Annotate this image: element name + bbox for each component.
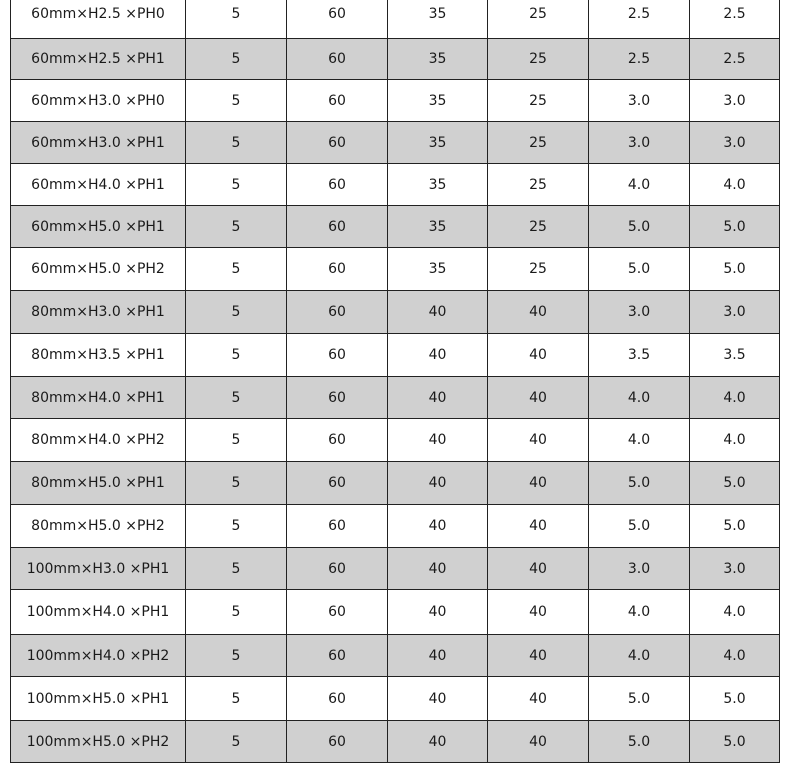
col-7-cell: 3.5 <box>690 334 780 377</box>
col-2-cell: 5 <box>186 590 287 635</box>
col-7-cell: 3.0 <box>690 291 780 334</box>
spec-table <box>10 0 780 763</box>
table-row <box>11 122 780 164</box>
spec-table-body <box>11 0 780 763</box>
col-5-cell: 40 <box>488 334 589 377</box>
col-2-cell: 5 <box>186 548 287 590</box>
col-5-cell: 25 <box>488 248 589 291</box>
col-6-cell: 4.0 <box>589 590 690 635</box>
col-6-cell: 3.5 <box>589 334 690 377</box>
col-7-cell: 3.0 <box>690 80 780 122</box>
col-3-cell: 60 <box>287 505 388 548</box>
col-5-cell: 40 <box>488 677 589 721</box>
table-row <box>11 334 780 377</box>
col-7-cell: 4.0 <box>690 635 780 677</box>
col-6-cell: 5.0 <box>589 505 690 548</box>
col-2-cell: 5 <box>186 419 287 462</box>
col-2-cell: 5 <box>186 377 287 419</box>
col-4-cell: 35 <box>388 39 488 80</box>
col-5-cell: 25 <box>488 39 589 80</box>
product-spec-cell: 100mm×H3.0 ×PH1 <box>11 548 186 590</box>
col-2-cell: 5 <box>186 80 287 122</box>
col-7-cell: 4.0 <box>690 164 780 206</box>
table-row <box>11 377 780 419</box>
table-row <box>11 0 780 39</box>
col-2-cell: 5 <box>186 635 287 677</box>
table-row <box>11 462 780 505</box>
col-4-cell: 35 <box>388 164 488 206</box>
col-7-cell: 4.0 <box>690 590 780 635</box>
table-row <box>11 590 780 635</box>
col-3-cell: 60 <box>287 462 388 505</box>
col-3-cell: 60 <box>287 80 388 122</box>
product-spec-cell: 100mm×H4.0 ×PH2 <box>11 635 186 677</box>
col-7-cell: 5.0 <box>690 677 780 721</box>
col-7-cell: 4.0 <box>690 419 780 462</box>
product-spec-cell: 100mm×H5.0 ×PH1 <box>11 677 186 721</box>
col-4-cell: 40 <box>388 505 488 548</box>
col-7-cell: 3.0 <box>690 548 780 590</box>
col-2-cell: 5 <box>186 164 287 206</box>
col-2-cell: 5 <box>186 291 287 334</box>
col-3-cell: 60 <box>287 590 388 635</box>
col-4-cell: 35 <box>388 0 488 39</box>
product-spec-cell: 80mm×H4.0 ×PH1 <box>11 377 186 419</box>
col-6-cell: 2.5 <box>589 0 690 39</box>
col-3-cell: 60 <box>287 334 388 377</box>
col-3-cell: 60 <box>287 377 388 419</box>
table-row <box>11 419 780 462</box>
col-5-cell: 40 <box>488 505 589 548</box>
table-row <box>11 505 780 548</box>
col-4-cell: 40 <box>388 334 488 377</box>
col-7-cell: 2.5 <box>690 39 780 80</box>
product-spec-cell: 100mm×H4.0 ×PH1 <box>11 590 186 635</box>
col-4-cell: 40 <box>388 377 488 419</box>
col-5-cell: 40 <box>488 721 589 763</box>
col-5-cell: 40 <box>488 377 589 419</box>
col-4-cell: 35 <box>388 122 488 164</box>
col-6-cell: 5.0 <box>589 721 690 763</box>
col-2-cell: 5 <box>186 122 287 164</box>
col-3-cell: 60 <box>287 419 388 462</box>
col-4-cell: 40 <box>388 462 488 505</box>
col-6-cell: 3.0 <box>589 122 690 164</box>
col-2-cell: 5 <box>186 248 287 291</box>
col-3-cell: 60 <box>287 206 388 248</box>
col-3-cell: 60 <box>287 721 388 763</box>
col-5-cell: 25 <box>488 164 589 206</box>
col-5-cell: 40 <box>488 548 589 590</box>
col-4-cell: 40 <box>388 291 488 334</box>
product-spec-cell: 80mm×H4.0 ×PH2 <box>11 419 186 462</box>
col-5-cell: 40 <box>488 590 589 635</box>
table-row <box>11 548 780 590</box>
col-5-cell: 40 <box>488 462 589 505</box>
table-row <box>11 721 780 763</box>
col-4-cell: 40 <box>388 677 488 721</box>
col-4-cell: 40 <box>388 635 488 677</box>
col-6-cell: 3.0 <box>589 80 690 122</box>
col-3-cell: 60 <box>287 0 388 39</box>
col-5-cell: 40 <box>488 291 589 334</box>
product-spec-cell: 60mm×H5.0 ×PH2 <box>11 248 186 291</box>
col-2-cell: 5 <box>186 462 287 505</box>
col-6-cell: 4.0 <box>589 377 690 419</box>
table-row <box>11 164 780 206</box>
col-3-cell: 60 <box>287 548 388 590</box>
col-3-cell: 60 <box>287 635 388 677</box>
col-3-cell: 60 <box>287 39 388 80</box>
col-4-cell: 35 <box>388 80 488 122</box>
col-6-cell: 2.5 <box>589 39 690 80</box>
col-5-cell: 25 <box>488 206 589 248</box>
table-row <box>11 206 780 248</box>
col-6-cell: 5.0 <box>589 248 690 291</box>
col-7-cell: 5.0 <box>690 206 780 248</box>
col-2-cell: 5 <box>186 677 287 721</box>
product-spec-cell: 60mm×H2.5 ×PH1 <box>11 39 186 80</box>
col-7-cell: 5.0 <box>690 462 780 505</box>
product-spec-cell: 80mm×H3.0 ×PH1 <box>11 291 186 334</box>
table-row <box>11 39 780 80</box>
product-spec-cell: 60mm×H5.0 ×PH1 <box>11 206 186 248</box>
col-6-cell: 4.0 <box>589 635 690 677</box>
col-2-cell: 5 <box>186 0 287 39</box>
table-row <box>11 635 780 677</box>
col-5-cell: 25 <box>488 122 589 164</box>
col-3-cell: 60 <box>287 291 388 334</box>
table-row <box>11 248 780 291</box>
col-4-cell: 40 <box>388 721 488 763</box>
col-6-cell: 5.0 <box>589 206 690 248</box>
col-2-cell: 5 <box>186 39 287 80</box>
product-spec-cell: 60mm×H2.5 ×PH0 <box>11 0 186 39</box>
table-row <box>11 677 780 721</box>
col-6-cell: 3.0 <box>589 548 690 590</box>
col-7-cell: 2.5 <box>690 0 780 39</box>
col-3-cell: 60 <box>287 248 388 291</box>
product-spec-cell: 80mm×H5.0 ×PH2 <box>11 505 186 548</box>
col-6-cell: 4.0 <box>589 164 690 206</box>
col-5-cell: 40 <box>488 635 589 677</box>
col-6-cell: 4.0 <box>589 419 690 462</box>
col-3-cell: 60 <box>287 677 388 721</box>
product-spec-cell: 80mm×H3.5 ×PH1 <box>11 334 186 377</box>
col-5-cell: 40 <box>488 419 589 462</box>
col-7-cell: 3.0 <box>690 122 780 164</box>
col-5-cell: 25 <box>488 0 589 39</box>
product-spec-cell: 80mm×H5.0 ×PH1 <box>11 462 186 505</box>
col-5-cell: 25 <box>488 80 589 122</box>
col-6-cell: 5.0 <box>589 462 690 505</box>
product-spec-cell: 60mm×H4.0 ×PH1 <box>11 164 186 206</box>
product-spec-cell: 60mm×H3.0 ×PH1 <box>11 122 186 164</box>
col-2-cell: 5 <box>186 206 287 248</box>
col-4-cell: 35 <box>388 248 488 291</box>
col-7-cell: 5.0 <box>690 248 780 291</box>
product-spec-cell: 60mm×H3.0 ×PH0 <box>11 80 186 122</box>
col-3-cell: 60 <box>287 164 388 206</box>
col-7-cell: 5.0 <box>690 505 780 548</box>
col-4-cell: 40 <box>388 419 488 462</box>
col-7-cell: 4.0 <box>690 377 780 419</box>
col-6-cell: 5.0 <box>589 677 690 721</box>
col-2-cell: 5 <box>186 505 287 548</box>
col-4-cell: 40 <box>388 590 488 635</box>
table-row <box>11 80 780 122</box>
col-2-cell: 5 <box>186 334 287 377</box>
col-7-cell: 5.0 <box>690 721 780 763</box>
col-4-cell: 40 <box>388 548 488 590</box>
table-row <box>11 291 780 334</box>
col-6-cell: 3.0 <box>589 291 690 334</box>
col-3-cell: 60 <box>287 122 388 164</box>
spec-table-container <box>10 0 780 763</box>
product-spec-cell: 100mm×H5.0 ×PH2 <box>11 721 186 763</box>
col-4-cell: 35 <box>388 206 488 248</box>
col-2-cell: 5 <box>186 721 287 763</box>
